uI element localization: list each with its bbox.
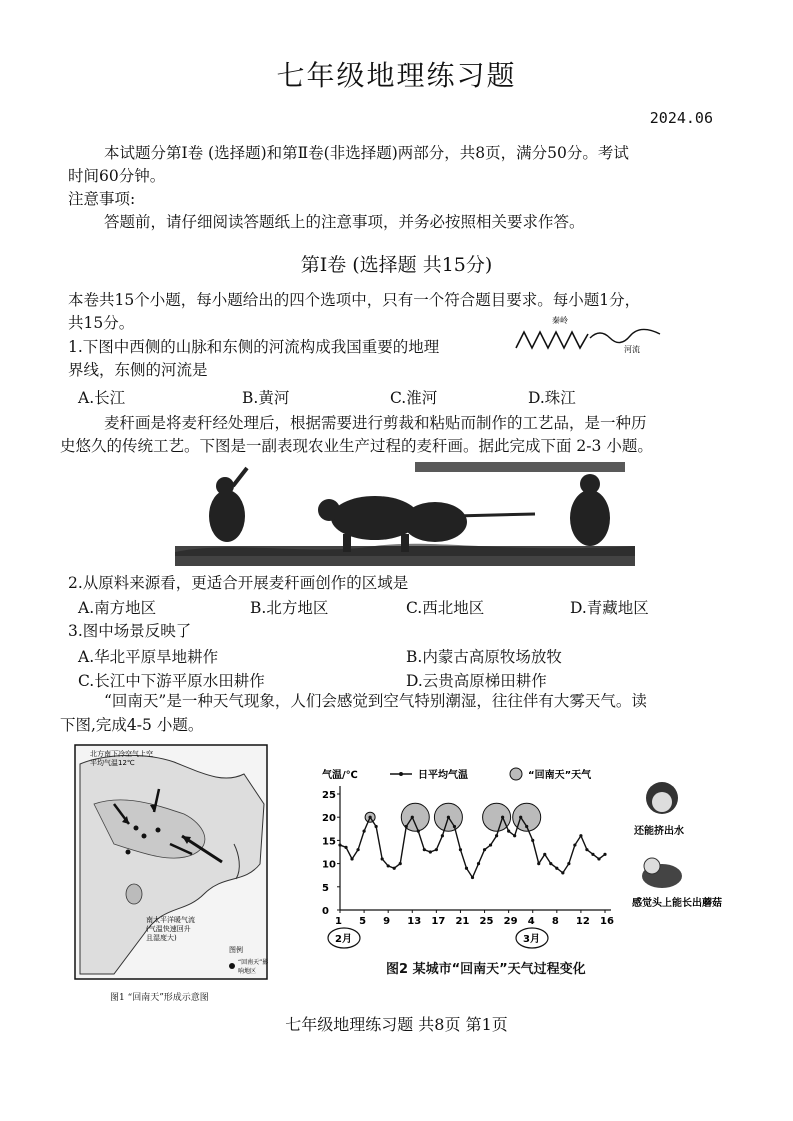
svg-text:“回南天”影: “回南天”影	[238, 959, 268, 966]
x-tick-label: 21	[455, 916, 470, 927]
temperature-point	[350, 857, 353, 860]
y-tick-label: 25	[322, 790, 336, 801]
y-tick-label: 5	[322, 882, 329, 894]
temperature-point	[597, 857, 600, 860]
q3-stem: 3.图中场景反映了	[68, 622, 192, 640]
x-tick-label: 16	[600, 916, 614, 927]
temperature-point	[591, 853, 594, 856]
straw-painting-image	[175, 456, 635, 571]
qinling-figure	[510, 312, 670, 358]
temperature-point	[543, 853, 546, 856]
temperature-line	[340, 817, 605, 877]
temperature-point	[447, 816, 450, 819]
y-tick-label: 15	[322, 836, 336, 848]
temperature-point	[567, 862, 570, 865]
intro-line2: 时间60分钟。	[68, 167, 166, 185]
temperature-points	[338, 816, 606, 880]
passage1-line2: 史悠久的传统工艺。下图是一副表现农业生产过程的麦秆画。据此完成下面 2-3 小题。	[60, 437, 653, 455]
q1-stem-line1: 1.下图中西侧的山脉和东侧的河流构成我国重要的地理	[68, 338, 440, 356]
figure1-caption: 图1 “回南天”形成示意图	[110, 993, 209, 1003]
huinan-markers	[365, 803, 541, 831]
temperature-point	[531, 839, 534, 842]
section-desc-line2: 共15分。	[68, 314, 135, 332]
temperature-point	[585, 848, 588, 851]
legend-marker	[229, 963, 235, 969]
temperature-point	[549, 862, 552, 865]
temperature-point	[471, 876, 474, 879]
side-text-water: 还能挤出水	[634, 826, 684, 837]
temperature-point	[507, 830, 510, 833]
temperature-point	[513, 834, 516, 837]
temperature-point	[356, 848, 359, 851]
legend-line-label: 日平均气温	[418, 770, 468, 781]
x-tick-label: 8	[551, 916, 559, 927]
q3-option-a: A.华北平原旱地耕作	[78, 648, 219, 666]
passage2-line1: “回南天”是一种天气现象，人们会感觉到空气特别潮湿，往往伴有大雾天气。读	[104, 692, 647, 710]
temperature-point	[399, 862, 402, 865]
temperature-point	[423, 848, 426, 851]
page-footer: 七年级地理练习题 共8页 第1页	[285, 1015, 508, 1034]
q3-option-d: D.云贵高原梯田耕作	[406, 672, 547, 690]
q1-option-d: D.珠江	[528, 389, 576, 407]
page-title: 七年级地理练习题	[276, 59, 517, 92]
x-tick-label: 29	[503, 916, 518, 927]
temperature-point	[417, 830, 420, 833]
huinan-chart	[300, 760, 740, 980]
temperature-point	[405, 825, 408, 828]
q3-option-b: B.内蒙古高原牧场放牧	[406, 648, 562, 666]
river-line	[590, 329, 660, 342]
passage1-line1: 麦秆画是将麦秆经处理后，根据需要进行剪裁和粘贴而制作的工艺品，是一种历	[104, 414, 647, 432]
side-icon-water	[646, 782, 678, 814]
temperature-point	[381, 857, 384, 860]
q2-option-c: C.西北地区	[406, 599, 485, 617]
temperature-point	[453, 825, 456, 828]
figure1	[74, 744, 268, 984]
notice-label: 注意事项:	[68, 190, 136, 208]
temperature-point	[465, 867, 468, 870]
legend-huinan-marker	[510, 768, 522, 780]
intro-line1: 本试题分第Ⅰ卷 (选择题)和第Ⅱ卷(非选择题)两部分，共8页，满分50分。考试	[104, 144, 629, 162]
temperature-point	[362, 830, 365, 833]
q1-option-b: B.黄河	[242, 389, 290, 407]
x-tick-label: 25	[479, 916, 494, 927]
temperature-point	[459, 848, 462, 851]
temperature-point	[435, 848, 438, 851]
x-tick-label: 4	[527, 916, 535, 927]
side-text-mushroom: 感觉头上能长出蘑菇	[632, 898, 722, 909]
q2-option-d: D.青藏地区	[570, 599, 649, 617]
q2-option-a: A.南方地区	[78, 599, 157, 617]
temperature-point	[501, 816, 504, 819]
notice-text: 答题前，请仔细阅读答题纸上的注意事项，并务必按照相关要求作答。	[104, 213, 585, 231]
passage2-line2: 下图,完成4-5 小题。	[60, 716, 204, 734]
x-tick-label: 13	[407, 916, 422, 927]
temperature-point	[483, 848, 486, 851]
mountain-line	[516, 332, 588, 348]
exam-date: 2024.06	[649, 109, 713, 127]
mountain-label: 秦岭	[552, 316, 568, 325]
q2-option-b: B.北方地区	[250, 599, 329, 617]
x-tick-label: 5	[359, 916, 367, 927]
huinan-map	[74, 744, 268, 984]
temperature-point	[477, 862, 480, 865]
side-icon-mushroom	[642, 858, 682, 888]
q3-option-c: C.长江中下游平原水田耕作	[78, 672, 265, 690]
temperature-point	[393, 867, 396, 870]
temperature-point	[411, 816, 414, 819]
x-tick-label: 17	[431, 916, 446, 927]
y-tick-label: 20	[322, 813, 336, 825]
figure2-caption: 图2 某城市“回南天”天气过程变化	[386, 962, 586, 977]
temperature-point	[338, 843, 341, 846]
temperature-point	[429, 850, 432, 853]
chart-ylabel: 气温/℃	[322, 770, 358, 781]
map-label-north: 北方南下冷空气上空	[90, 750, 153, 758]
q1-stem-line2: 界线，东侧的河流是	[68, 361, 208, 379]
section-desc-line1: 本卷共15个小题，每小题给出的四个选项中，只有一个符合题目要求。每小题1分，	[68, 291, 641, 309]
svg-text:响地区: 响地区	[238, 968, 257, 975]
temperature-point	[375, 825, 378, 828]
temperature-point	[579, 834, 582, 837]
y-tick-label: 0	[322, 906, 329, 917]
temperature-point	[603, 853, 606, 856]
temperature-point	[525, 825, 528, 828]
month-mar-label: 3月	[523, 934, 540, 945]
temperature-point	[495, 834, 498, 837]
q1-option-c: C.淮河	[390, 389, 438, 407]
temperature-point	[519, 816, 522, 819]
x-tick-label: 1	[335, 916, 342, 927]
temperature-point	[561, 871, 564, 874]
temperature-point	[489, 843, 492, 846]
temperature-point	[344, 846, 347, 849]
x-tick-label: 9	[383, 916, 391, 927]
temperature-point	[387, 864, 390, 867]
temperature-point	[555, 867, 558, 870]
legend-huinan-label: “回南天”天气	[528, 770, 592, 781]
chart-axes	[322, 786, 614, 927]
map-label-south: 南太平洋暖气流	[146, 916, 195, 924]
section-heading: 第Ⅰ卷 (选择题 共15分)	[300, 254, 493, 276]
svg-text:(气温快速回升: (气温快速回升	[146, 925, 191, 933]
q2-stem: 2.从原料来源看，更适合开展麦秆画创作的区域是	[68, 574, 409, 592]
month-feb-label: 2月	[335, 934, 352, 945]
temperature-point	[573, 843, 576, 846]
legend-title: 图例	[229, 946, 243, 954]
temperature-point	[441, 834, 444, 837]
svg-text:且湿度大): 且湿度大)	[146, 934, 177, 942]
svg-text:平均气温12℃: 平均气温12℃	[90, 759, 135, 767]
temperature-point	[369, 816, 372, 819]
y-tick-label: 10	[322, 859, 336, 871]
q1-option-a: A.长江	[78, 389, 126, 407]
x-tick-label: 12	[575, 916, 590, 927]
temperature-point	[537, 862, 540, 865]
river-label: 河流	[624, 345, 640, 354]
